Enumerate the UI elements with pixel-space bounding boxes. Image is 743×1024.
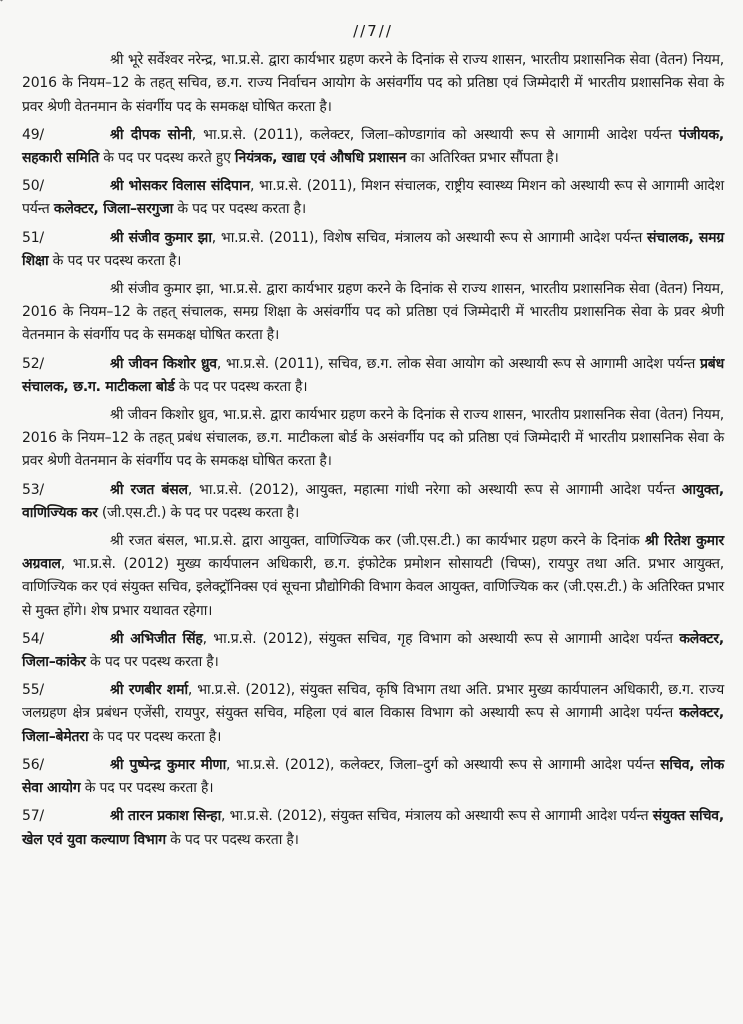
text-run: के पद पर पदस्थ करता है। [48, 252, 182, 269]
bold-text: कलेक्टर, जिला–कांकेर [22, 630, 725, 671]
text-run: , भा.प्र.से. (2012), कलेक्टर, जिला–दुर्ग को अस्थायी रूप से आगामी आदेश पर्यन्त [226, 756, 661, 773]
order-entry [22, 479, 724, 525]
text-run: के पद पर पदस्थ करता है। [174, 378, 308, 395]
paragraph [22, 49, 724, 119]
page-number: //7// [353, 22, 393, 40]
entry-number: 54/ [22, 630, 44, 647]
text-run: , भा.प्र.से. (2012) मुख्य कार्यपालन अधिकारी, छ.ग. इंफोटेक प्रमोशन सोसायटी (चिप्स), रायपुर तथा अति. प्रभार आयुक्त, वाणिज्यिक कर एवं संयुक्त सचिव, इलेक्ट्रॉनिक्स एवं सूचना प्रौद्योगिकी विभाग केवल आयुक्त, वाणिज्यिक कर (जी.एस.टी.) के अतिरिक्त प्रभार से मुक्त होंगे। शेष प्रभार यथावत रहेगा। [22, 556, 724, 619]
text-run: , भा.प्र.से. (2012), संयुक्त सचिव, गृह विभाग को अस्थायी रूप से आगामी आदेश पर्यन्त [202, 630, 680, 647]
order-entry [22, 628, 724, 674]
bold-text: श्री भोसकर विलास संदिपान [110, 178, 250, 195]
bold-text: श्री संजीव कुमार झा [110, 229, 212, 246]
entry-number: 55/ [22, 682, 44, 699]
text-run: , भा.प्र.से. (2011), मिशन संचालक, राष्ट्रीय स्वास्थ्य मिशन को अस्थायी रूप से आगामी आदेश पर्यन्त [22, 178, 724, 218]
text-run: के पद पर पदस्थ करता है। [88, 728, 222, 745]
bold-text: श्री रणबीर शर्मा [110, 682, 188, 699]
bold-text: श्री जीवन किशोर ध्रुव [110, 355, 217, 372]
text-run: , भा.प्र.से. (2011), कलेक्टर, जिला–कोण्डागांव को अस्थायी रूप से आगामी आदेश पर्यन्त [191, 126, 679, 143]
entry-number: 57/ [22, 808, 44, 825]
text-run: के पद पर पदस्थ करता है। [80, 780, 214, 797]
bold-text: संचालक, समग्र शिक्षा [22, 229, 724, 269]
text-run: , भा.प्र.से. (2012), संयुक्त सचिव, मंत्रालय को अस्थायी रूप से आगामी आदेश पर्यन्त [221, 808, 653, 825]
entry-number: 50/ [22, 178, 44, 195]
order-entry [22, 353, 724, 399]
bold-text: पंजीयक, सहकारी समिति [22, 126, 724, 167]
document-body [22, 49, 724, 852]
text-run: के पद पर पदस्थ करता है। [85, 654, 219, 671]
entry-number: 52/ [22, 355, 44, 372]
bold-text: श्री पुष्पेन्द्र कुमार मीणा [110, 756, 227, 773]
entry-number: 53/ [22, 481, 44, 498]
bold-text: सचिव, लोक सेवा आयोग [22, 756, 724, 797]
bold-text: आयुक्त, वाणिज्यिक कर [22, 481, 724, 521]
text-run: के पद पर पदस्थ करता है। [173, 201, 306, 218]
entry-number: 56/ [22, 756, 44, 773]
bold-text: श्री अभिजीत सिंह [110, 630, 203, 647]
bold-text: श्री दीपक सोनी [110, 126, 192, 143]
text-run: , भा.प्र.से. (2011), सचिव, छ.ग. लोक सेवा आयोग को अस्थायी रूप से आगामी आदेश पर्यन्त [216, 355, 701, 372]
text-run: , भा.प्र.से. (2011), विशेष सचिव, मंत्रालय को अस्थायी रूप से आगामी आदेश पर्यन्त [211, 229, 648, 246]
bold-text: श्री रितेश कुमार अग्रवाल [22, 533, 724, 573]
order-entry [22, 175, 724, 221]
text-run: का अतिरिक्त प्रभार सौंपता है। [406, 150, 559, 167]
text-run: के पद पर पदस्थ करता है। [165, 831, 299, 848]
bold-text: श्री रजत बंसल [110, 481, 188, 498]
text-run: , भा.प्र.से. (2012), आयुक्त, महात्मा गांधी नरेगा को अस्थायी रूप से आगामी आदेश पर्यन्त [187, 481, 682, 498]
bold-text: श्री तारन प्रकाश सिन्हा [110, 808, 222, 825]
entry-number: 51/ [22, 229, 44, 246]
order-entry [22, 124, 724, 170]
text-run: , भा.प्र.से. (2012), संयुक्त सचिव, कृषि विभाग तथा अति. प्रभार मुख्य कार्यपालन अधिकारी, छ.ग. राज्य जलग्रहण क्षेत्र प्रबंधन एजेंसी, रायपुर, संयुक्त सचिव, महिला एवं बाल विकास विभाग को अस्थायी रूप से आगामी आदेश पर्यन्त [22, 682, 724, 722]
order-entry [22, 679, 724, 749]
paragraph: श्री संजीव कुमार झा, भा.प्र.से. द्वारा कार्यभार ग्रहण करने के दिनांक से राज्य शासन, भारतीय प्रशासनिक सेवा (वेतन) नियम, 2016 के नियम–12 के तहत् संचालक, समग्र शिक्षा के असंवर्गीय पद को प्रतिष्ठा एवं जिम्मेदारी में भारतीय प्रशासनिक सेवा के प्रवर श्रेणी वेतनमान के संवर्गीय पद के समकक्ष घोषित करता है। [22, 281, 724, 344]
page-corner-fold [0, 0, 30, 15]
bold-text: कलेक्टर, जिला–बेमेतरा [22, 705, 724, 745]
paragraph [22, 530, 724, 623]
paragraph: श्री जीवन किशोर ध्रुव, भा.प्र.से. द्वारा कार्यभार ग्रहण करने के दिनांक से राज्य शासन, भारतीय प्रशासनिक सेवा (वेतन) नियम, 2016 के नियम–12 के तहत् प्रबंध संचालक, छ.ग. माटीकला बोर्ड के असंवर्गीय पद को प्रतिष्ठा एवं जिम्मेदारी में भारतीय प्रशासनिक सेवा के प्रवर श्रेणी वेतनमान के संवर्गीय पद के समकक्ष घोषित करता है। [22, 407, 724, 470]
text-run: श्री रजत बंसल, भा.प्र.से. द्वारा आयुक्त, वाणिज्यिक कर (जी.एस.टी.) का कार्यभार ग्रहण करने के दिनांक [110, 533, 645, 550]
bold-text: कलेक्टर, जिला–सरगुजा [53, 201, 174, 218]
entry-number: 49/ [22, 126, 44, 143]
text-run: के पद पर पदस्थ करते हुए [98, 150, 235, 167]
order-entry [22, 805, 724, 851]
text-run: श्री भूरे सर्वेश्वर नरेन्द्र, भा.प्र.से. द्वारा कार्यभार ग्रहण करने के दिनांक से राज्य शासन, भारतीय प्रशासनिक सेवा (वेतन) नियम, 2016 के नियम–12 के तहत् सचिव, छ.ग. राज्य निर्वाचन आयोग के असंवर्गीय पद को प्रतिष्ठा एवं जिम्मेदारी में भारतीय प्रशासनिक सेवा के प्रवर श्रेणी वेतनमान के संवर्गीय पद के समकक्ष घोषित करता है। [22, 52, 724, 115]
order-entry [22, 754, 724, 800]
text-run: (जी.एस.टी.) के पद पर पदस्थ करता है। [97, 504, 300, 521]
bold-text: संयुक्त सचिव, खेल एवं युवा कल्याण विभाग [22, 808, 724, 848]
bold-text: प्रबंध संचालक, छ.ग. माटीकला बोर्ड [22, 355, 724, 395]
document-page [22, 20, 724, 857]
order-entry [22, 227, 724, 273]
bold-text: नियंत्रक, खाद्य एवं औषधि प्रशासन [234, 150, 407, 167]
